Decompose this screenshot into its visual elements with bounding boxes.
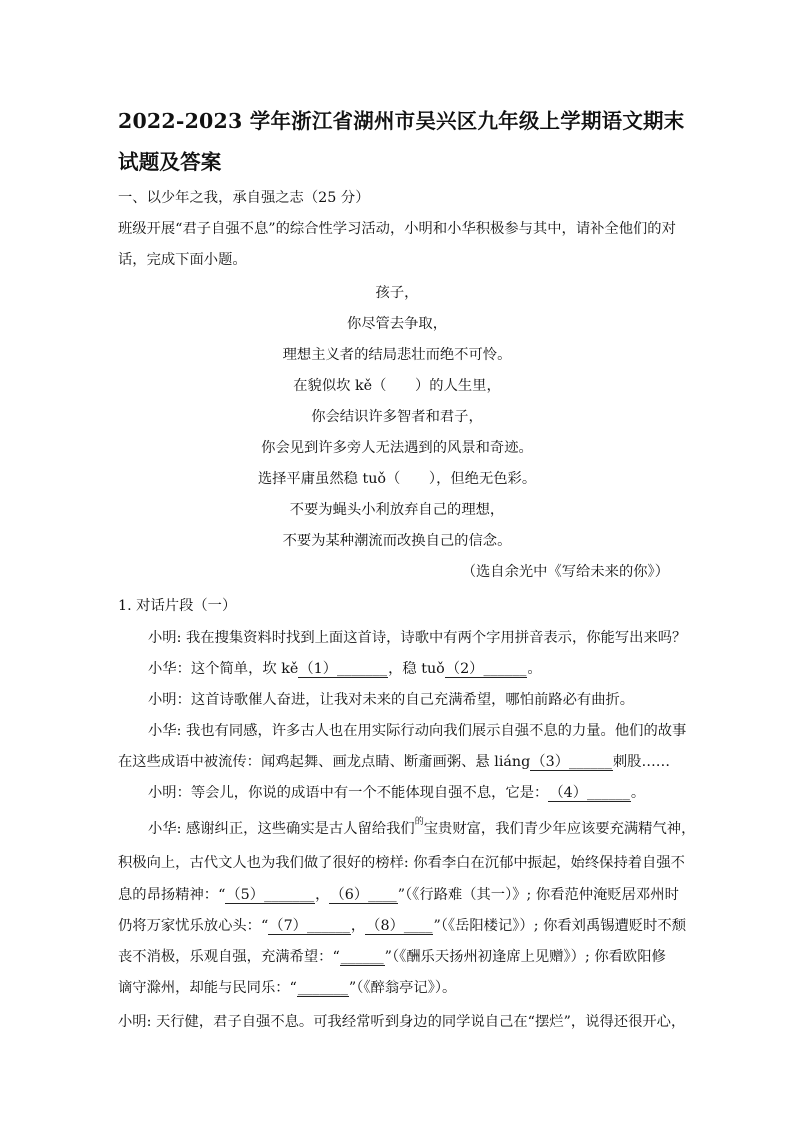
answer-blank-3[interactable]: （3）______: [531, 754, 612, 770]
dialog-line-xiaohua-1: [148, 658, 542, 678]
dialog-line-xiaoming-3: [148, 782, 645, 802]
dialog-line-xiaohua-2a: 小华: 我也有同感，许多古人也在用实际行动向我们展示自强不息的力量。他们的故事: [148, 723, 687, 739]
dialog-text: 谪守滁州，却能与民同乐：“: [118, 980, 297, 996]
dialog-text: 仍将万家忧乐放心头：“: [118, 918, 269, 934]
intro-line-1: 班级开展“君子自强不息”的综合性学习活动，小明和小华积极参与其中，请补全他们的对: [118, 221, 676, 237]
dialog-line-xiaohua-3d: [118, 915, 686, 935]
answer-blank-6[interactable]: （6）____: [330, 887, 397, 903]
dialog-text: 息的昂扬精神：“: [118, 887, 226, 903]
poem-line: 你会见到许多旁人无法遇到的风景和奇迹。: [261, 440, 533, 456]
dialog-line-xiaohua-3c: [118, 884, 679, 904]
intro-line-2: 话，完成下面小题。: [118, 252, 247, 268]
document-title-line-1: 2022-2023 学年浙江省湖州市吴兴区九年级上学期语文期末: [118, 109, 685, 133]
poem-line: 不要为某种潮流而改换自己的信念。: [282, 533, 512, 549]
dialog-line-xiaohua-3a: [148, 818, 695, 838]
poem-source: （选自余光中《写给未来的你》）: [461, 564, 669, 580]
dialog-line-xiaohua-3b: 积极向上，古代文人也为我们做了很好的榜样: 你看李白在沉郁中振起，始终保持着自强不: [118, 855, 685, 871]
section-heading: 一、以少年之我，承自强之志（25 分）: [118, 190, 370, 206]
dialog-text: 刺股……: [612, 754, 671, 770]
dialog-line-xiaohua-2b: [118, 751, 670, 771]
dialog-line-xiaoming-1: 小明: 我在搜集资料时找到上面这首诗，诗歌中有两个字用拼音表示，你能写出来吗？: [148, 630, 687, 646]
dialog-text: 丧不消极，乐观自强，充满希望：“: [118, 949, 340, 965]
poem-line: 你尽管去争取，: [346, 316, 448, 332]
dialog-text: 。: [527, 661, 542, 677]
dialog-text: ”（《岳阳楼记》）; 你看刘禹锡遭贬时不颓: [433, 918, 687, 934]
dialog-text: 在这些成语中被流传：闻鸡起舞、画龙点睛、断齑画粥、悬 liáng: [118, 754, 531, 770]
dialog-line-xiaohua-3f: [118, 977, 456, 997]
answer-blank-2[interactable]: （2）______: [445, 661, 527, 677]
poem-line: 不要为蝇头小利放弃自己的理想，: [289, 502, 505, 518]
answer-blank-7[interactable]: （7）______: [269, 918, 350, 934]
answer-blank-8[interactable]: （8）____: [366, 918, 433, 934]
answer-blank-10[interactable]: _______: [297, 980, 348, 996]
poem-line: 孩子，: [375, 285, 419, 301]
dialog-text: ，: [350, 918, 366, 934]
question-heading: 1. 对话片段（一）: [118, 598, 237, 614]
dialog-line-xiaohua-3e: [118, 946, 666, 966]
dialog-text: ，: [315, 887, 330, 903]
dialog-text: 小华：这个简单，坎 kě: [148, 661, 299, 677]
dialog-text: 宝贵财富，我们青少年应该要充满精气神，: [423, 821, 696, 837]
dialog-text: 小明：等会儿，你说的成语中有一个不能体现自强不息，它是：: [148, 785, 549, 801]
dialog-text: 。: [630, 785, 646, 801]
poem-line: 在貌似坎 kě（ ）的人生里，: [293, 378, 501, 394]
superscript-char: 的: [414, 817, 424, 827]
dialog-text: ”（《酬乐天扬州初逢席上见赠》）; 你看欧阳修: [384, 949, 666, 965]
answer-blank-9[interactable]: ______: [340, 949, 384, 965]
dialog-text: ，稳 tuǒ: [388, 661, 445, 677]
answer-blank-1[interactable]: （1）_______: [299, 661, 388, 677]
dialog-text: ”（《行路难（其一）》; 你看范仲淹贬居邓州时: [397, 887, 679, 903]
dialog-line-xiaoming-2: 小明：这首诗歌催人奋进，让我对未来的自己充满希望，哪怕前路必有曲折。: [148, 692, 635, 708]
answer-blank-5[interactable]: （5）_______: [226, 887, 315, 903]
document-title-line-2: 试题及答案: [118, 150, 222, 174]
dialog-line-xiaoming-4: 小明: 天行健，君子自强不息。可我经常听到身边的同学说自己在“摆烂”，说得还很开心，: [118, 1014, 686, 1030]
dialog-text: 小华: 感谢纠正，这些确实是古人留给我们: [148, 821, 415, 837]
dialog-text: ”（《醉翁亭记》）。: [348, 980, 457, 996]
poem-line: 理想主义者的结局悲壮而绝不可怜。: [282, 347, 512, 363]
poem-line: 选择平庸虽然稳 tuǒ（ ），但绝无色彩。: [257, 471, 537, 487]
answer-blank-4[interactable]: （4）______: [549, 785, 630, 801]
poem-line: 你会结识许多智者和君子，: [311, 409, 483, 425]
